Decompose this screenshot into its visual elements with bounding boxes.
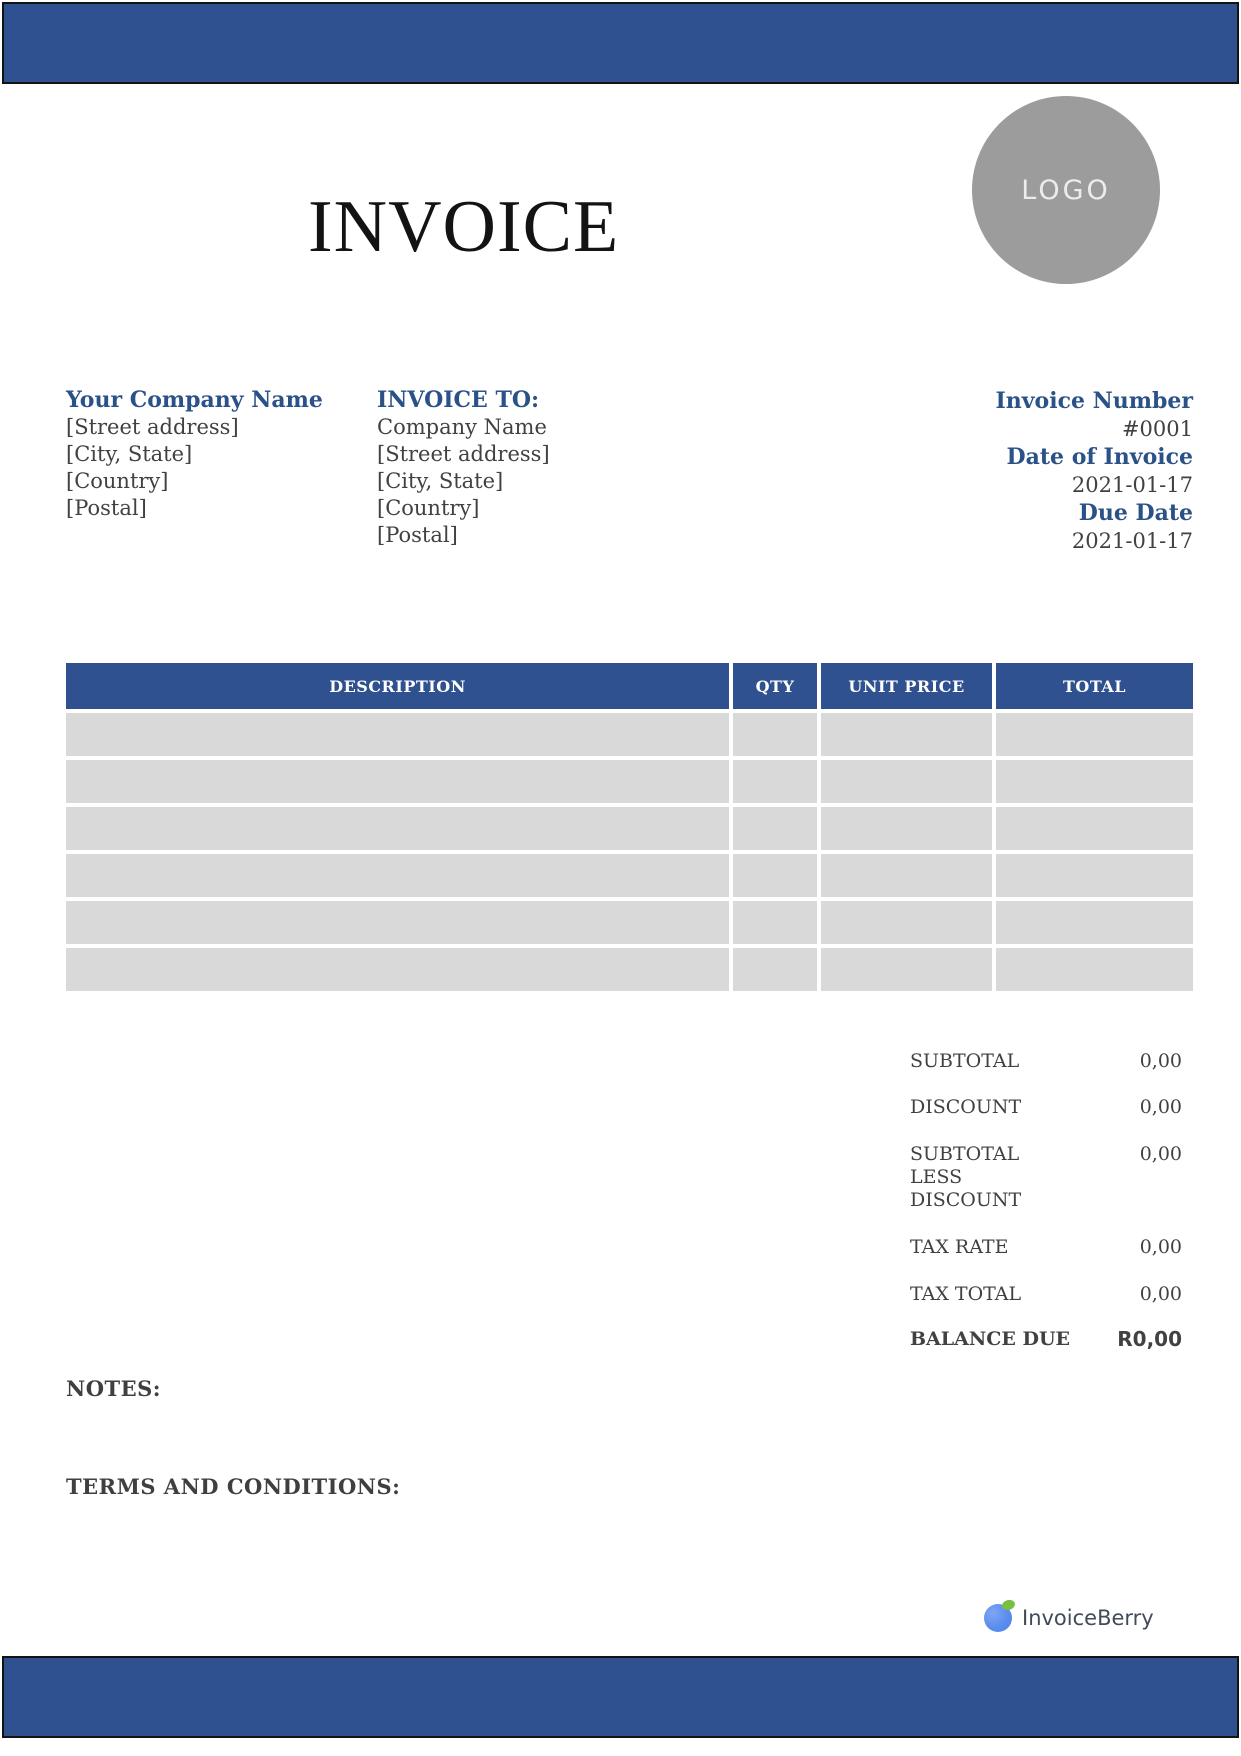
cell-total [996,854,1193,897]
client-street: [Street address] [377,442,550,466]
client-country: [Country] [377,496,480,520]
cell-unit-price [821,948,992,991]
cell-description [66,713,729,756]
header-description: DESCRIPTION [66,663,729,709]
cell-unit-price [821,901,992,944]
company-city-state: [City, State] [66,442,193,466]
due-date-label: Due Date [1078,500,1193,526]
company-street: [Street address] [66,415,239,439]
cell-unit-price [821,807,992,850]
invoice-date-value: 2021-01-17 [1071,473,1193,497]
company-info-block [66,387,366,522]
tax-rate-value: 0,00 [1139,1236,1182,1258]
cell-description [66,854,729,897]
company-name: Your Company Name [66,387,323,413]
balance-due-row [910,1328,1182,1351]
table-header-row [66,663,1193,709]
terms-heading: TERMS AND CONDITIONS: [66,1474,401,1499]
cell-description [66,760,729,803]
discount-label: DISCOUNT [910,1096,1022,1118]
table-row [66,901,1193,944]
footer-bar [2,1656,1239,1738]
subtotal-less-discount-value: 0,00 [1139,1143,1182,1165]
tax-total-value: 0,00 [1139,1283,1182,1305]
logo-placeholder-label: LOGO [1021,174,1111,206]
invoiceberry-name: InvoiceBerry [1022,1606,1154,1630]
invoiceberry-berry-icon [984,1604,1012,1632]
table-row [66,760,1193,803]
leaf-icon [1000,1598,1016,1613]
company-country: [Country] [66,469,169,493]
invoice-to-heading: INVOICE TO: [377,387,540,413]
cell-qty [733,760,817,803]
discount-row [910,1096,1182,1119]
cell-qty [733,948,817,991]
table-row [66,854,1193,897]
subtotal-less-discount-row [910,1143,1182,1212]
table-row [66,807,1193,850]
client-company-name: Company Name [377,415,547,439]
cell-description [66,807,729,850]
cell-total [996,901,1193,944]
cell-total [996,760,1193,803]
cell-description [66,901,729,944]
cell-total [996,713,1193,756]
header-bar [2,2,1239,84]
invoice-number-label: Invoice Number [995,388,1193,414]
cell-qty [733,901,817,944]
client-city-state: [City, State] [377,469,504,493]
tax-total-row [910,1283,1182,1306]
invoiceberry-branding [984,1604,1154,1632]
header-total: TOTAL [996,663,1193,709]
balance-due-value: R0,00 [1117,1327,1182,1351]
cell-description [66,948,729,991]
header-unit-price: UNIT PRICE [821,663,992,709]
balance-due-label: BALANCE DUE [910,1328,1071,1350]
tax-rate-label: TAX RATE [910,1236,1009,1258]
totals-section [910,1040,1182,1370]
discount-value: 0,00 [1139,1096,1182,1118]
page-title: INVOICE [308,186,620,268]
invoice-date-label: Date of Invoice [1006,444,1193,470]
cell-unit-price [821,713,992,756]
cell-qty [733,807,817,850]
subtotal-label: SUBTOTAL [910,1050,1020,1072]
table-row [66,713,1193,756]
invoice-number-value: #0001 [1121,417,1193,441]
cell-qty [733,713,817,756]
notes-heading: NOTES: [66,1376,162,1401]
cell-total [996,807,1193,850]
cell-unit-price [821,854,992,897]
company-postal: [Postal] [66,496,147,520]
logo-placeholder [972,96,1160,284]
cell-unit-price [821,760,992,803]
due-date-value: 2021-01-17 [1071,529,1193,553]
line-items-table [66,663,1193,995]
table-row [66,948,1193,991]
invoice-to-block [377,387,677,549]
subtotal-row [910,1050,1182,1073]
header-qty: QTY [733,663,817,709]
client-postal: [Postal] [377,523,458,547]
cell-total [996,948,1193,991]
tax-total-label: TAX TOTAL [910,1283,1022,1305]
cell-qty [733,854,817,897]
tax-rate-row [910,1236,1182,1259]
invoice-meta-block [853,387,1193,555]
subtotal-less-discount-label: SUBTOTAL LESS DISCOUNT [910,1143,1022,1211]
subtotal-value: 0,00 [1139,1050,1182,1072]
